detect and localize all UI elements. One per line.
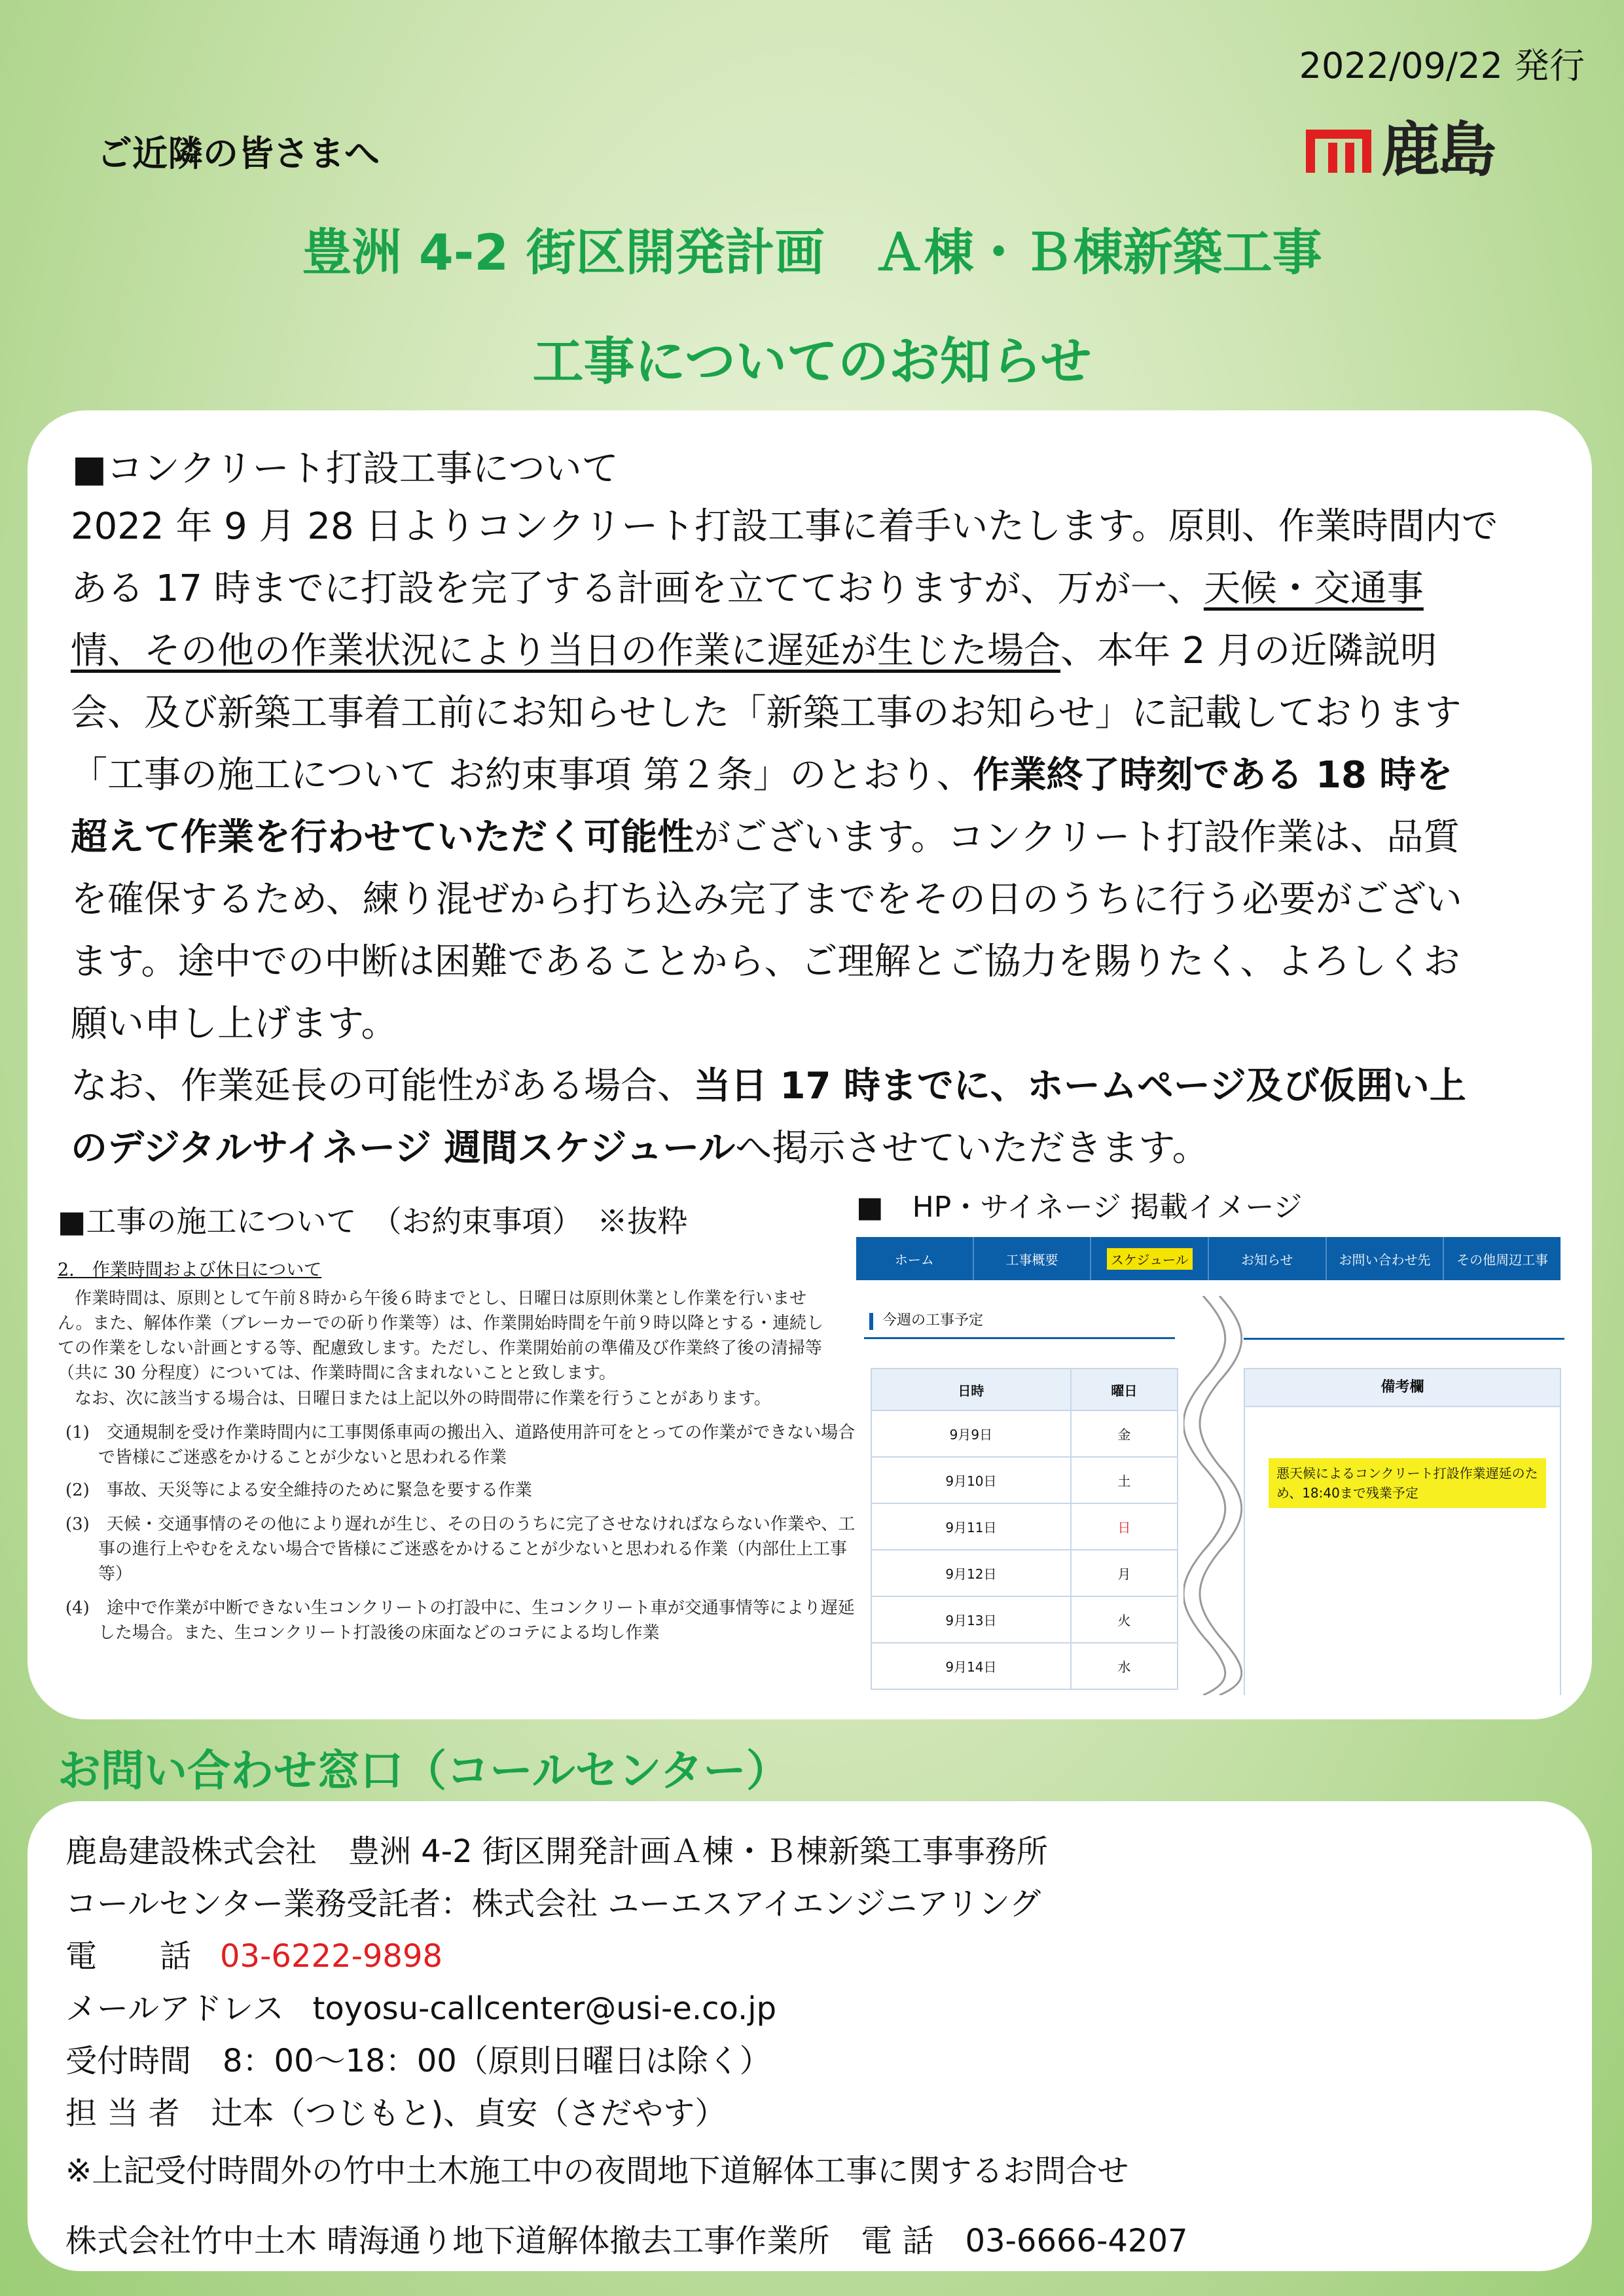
contact-phone-row bbox=[65, 1931, 442, 1976]
kajima-logo-icon bbox=[1306, 118, 1371, 183]
contact-email-row bbox=[65, 1983, 776, 2028]
weekly-schedule-title: 今週の工事予定 bbox=[864, 1302, 1175, 1339]
excerpt-section-title: 2. 作業時間および休日について bbox=[58, 1260, 322, 1280]
logo-text: 鹿島 bbox=[1381, 116, 1494, 185]
contact-note: ※上記受付時間外の竹中土木施工中の夜間地下道解体工事に関するお問合せ bbox=[65, 2153, 1129, 2189]
notice-line: 会、及び新築工事着工前にお知らせした「新築工事のお知らせ」に記載しております bbox=[71, 692, 1462, 734]
email-address[interactable]: toyosu-callcenter@usi-e.co.jp bbox=[312, 1990, 777, 2027]
table-row: 9月11日 日 bbox=[871, 1503, 1178, 1550]
col-day-header: 曜日 bbox=[1071, 1369, 1178, 1410]
remarks-header: 備考欄 bbox=[1244, 1368, 1561, 1407]
schedule-table bbox=[871, 1368, 1178, 1690]
remarks-note: 悪天候によるコンクリート打設作業遅延のため、18:40まで残業予定 bbox=[1269, 1458, 1546, 1508]
page-title: 豊洲 4-2 街区開発計画 Ａ棟・Ｂ棟新築工事 bbox=[302, 223, 1322, 281]
contact-company: 鹿島建設株式会社 豊洲 4-2 街区開発計画Ａ棟・Ｂ棟新築工事事務所 bbox=[65, 1833, 1048, 1870]
issue-date: 2022/09/22 発行 bbox=[1299, 45, 1585, 86]
notice-line: なお、作業延長の可能性がある場合、当日 17 時までに、ホームページ及び仮囲い上 bbox=[71, 1065, 1466, 1107]
contact-heading: お問い合わせ窓口（コールセンター） bbox=[58, 1746, 790, 1796]
notice-heading: ■コンクリート打設工事について bbox=[72, 448, 619, 490]
email-label: メールアドレス bbox=[65, 1990, 284, 2027]
phone-label: 電 話 bbox=[65, 1938, 192, 1975]
nav-contact[interactable]: お問い合わせ先 bbox=[1327, 1237, 1445, 1280]
notice-line: 「工事の施工について お約束事項 第２条」のとおり、作業終了時刻である 18 時を bbox=[71, 754, 1453, 797]
excerpt-paragraph: 作業時間は、原則として午前８時から午後６時までとし、日曜日は原則休業とし作業を行いません。また、解体作業（ブレーカーでの斫り作業等）は、作業開始時間を午前９時以降とする・連続しての作業をしない計画とする等、配慮致します。ただし、作業開始前の準備及び作業終了後の清掃等（共に 30 分程度）については、作業時間に含まれないことと致します。 bbox=[58, 1289, 824, 1383]
remarks-column bbox=[1244, 1407, 1561, 1695]
excerpt-paragraph: なお、次に該当する場合は、日曜日または上記以外の時間帯に作業を行うことがあります。 bbox=[75, 1389, 771, 1408]
excerpt-item: (3) 天候・交通事情のその他により遅れが生じ、その日のうちに完了させなければならない作業や、工事の進行上やむをえない場合で皆様にご迷惑をかけることが少ないと思われる作業（内部仕上工事等） bbox=[65, 1515, 856, 1584]
notice-line: 願い申し上げます。 bbox=[71, 1003, 398, 1045]
nav-home[interactable]: ホーム bbox=[856, 1237, 974, 1280]
salutation: ご近隣の皆さまへ bbox=[97, 133, 380, 174]
table-row: 9月10日 土 bbox=[871, 1457, 1178, 1503]
contact-staff: 担 当 者 辻本（つじもと)、貞安（さだやす） bbox=[65, 2095, 727, 2132]
contact-other: 株式会社竹中土木 晴海通り地下道解体撤去工事作業所 電 話 03-6666-4207 bbox=[65, 2223, 1188, 2259]
divider bbox=[1244, 1338, 1564, 1340]
hp-nav-bar bbox=[856, 1237, 1561, 1280]
col-date-header: 日時 bbox=[871, 1369, 1071, 1410]
nav-other-works[interactable]: その他周辺工事 bbox=[1456, 1251, 1549, 1268]
excerpt-item: (2) 事故、天災等による安全維持のために緊急を要する作業 bbox=[65, 1480, 532, 1500]
wave-divider bbox=[1183, 1296, 1242, 1695]
notice-line: を確保するため、練り混ぜから打ち込み完了までをその日のうちに行う必要がござい bbox=[71, 878, 1462, 921]
contact-hours: 受付時間 8：00～18：00（原則日曜日は除く） bbox=[65, 2043, 771, 2079]
nav-schedule[interactable]: スケジュール bbox=[1091, 1237, 1209, 1280]
contact-operator: コールセンター業務受託者：株式会社 ユーエスアイエンジニアリング bbox=[65, 1886, 1041, 1922]
notice-line: 情、その他の作業状況により当日の作業に遅延が生じた場合、本年 2 月の近隣説明 bbox=[71, 630, 1437, 672]
table-row: 9月14日 水 bbox=[871, 1643, 1178, 1689]
notice-line: 2022 年 9 月 28 日よりコンクリート打設工事に着手いたします。原則、作業時間内で bbox=[71, 505, 1498, 548]
phone-number[interactable]: 03-6222-9898 bbox=[220, 1938, 443, 1975]
notice-line: 超えて作業を行わせていただく可能性がございます。コンクリート打設作業は、品質 bbox=[71, 816, 1460, 859]
table-row: 9月12日 月 bbox=[871, 1550, 1178, 1596]
table-row: 9月13日 火 bbox=[871, 1596, 1178, 1643]
page-subtitle: 工事についてのお知らせ bbox=[532, 332, 1092, 391]
excerpt-item: (1) 交通規制を受け作業時間内に工事関係車両の搬出入、道路使用許可をとっての作業ができない場合で皆様にご迷惑をかけることが少ないと思われる作業 bbox=[65, 1423, 856, 1467]
hp-image-heading: ■ HP・サイネージ 掲載イメージ bbox=[856, 1191, 1303, 1224]
notice-line: のデジタルサイネージ 週間スケジュールへ掲示させていただきます。 bbox=[71, 1127, 1209, 1170]
notice-line: ある 17 時までに打設を完了する計画を立てておりますが、万が一、天候・交通事 bbox=[71, 567, 1424, 610]
nav-news[interactable]: お知らせ bbox=[1209, 1237, 1327, 1280]
kajima-logo bbox=[1306, 118, 1509, 183]
nav-overview[interactable]: 工事概要 bbox=[974, 1237, 1092, 1280]
excerpt-item: (4) 途中で作業が中断できない生コンクリートの打設中に、生コンクリート車が交通事情等により遅延した場合。また、生コンクリート打設後の床面などのコテによる均し作業 bbox=[65, 1598, 855, 1643]
table-row: 9月9日 金 bbox=[871, 1410, 1178, 1457]
notice-line: ます。途中での中断は困難であることから、ご理解とご協力を賜りたく、よろしくお bbox=[71, 941, 1460, 983]
excerpt-heading: ■工事の施工について （お約束事項） ※抜粋 bbox=[58, 1204, 688, 1239]
